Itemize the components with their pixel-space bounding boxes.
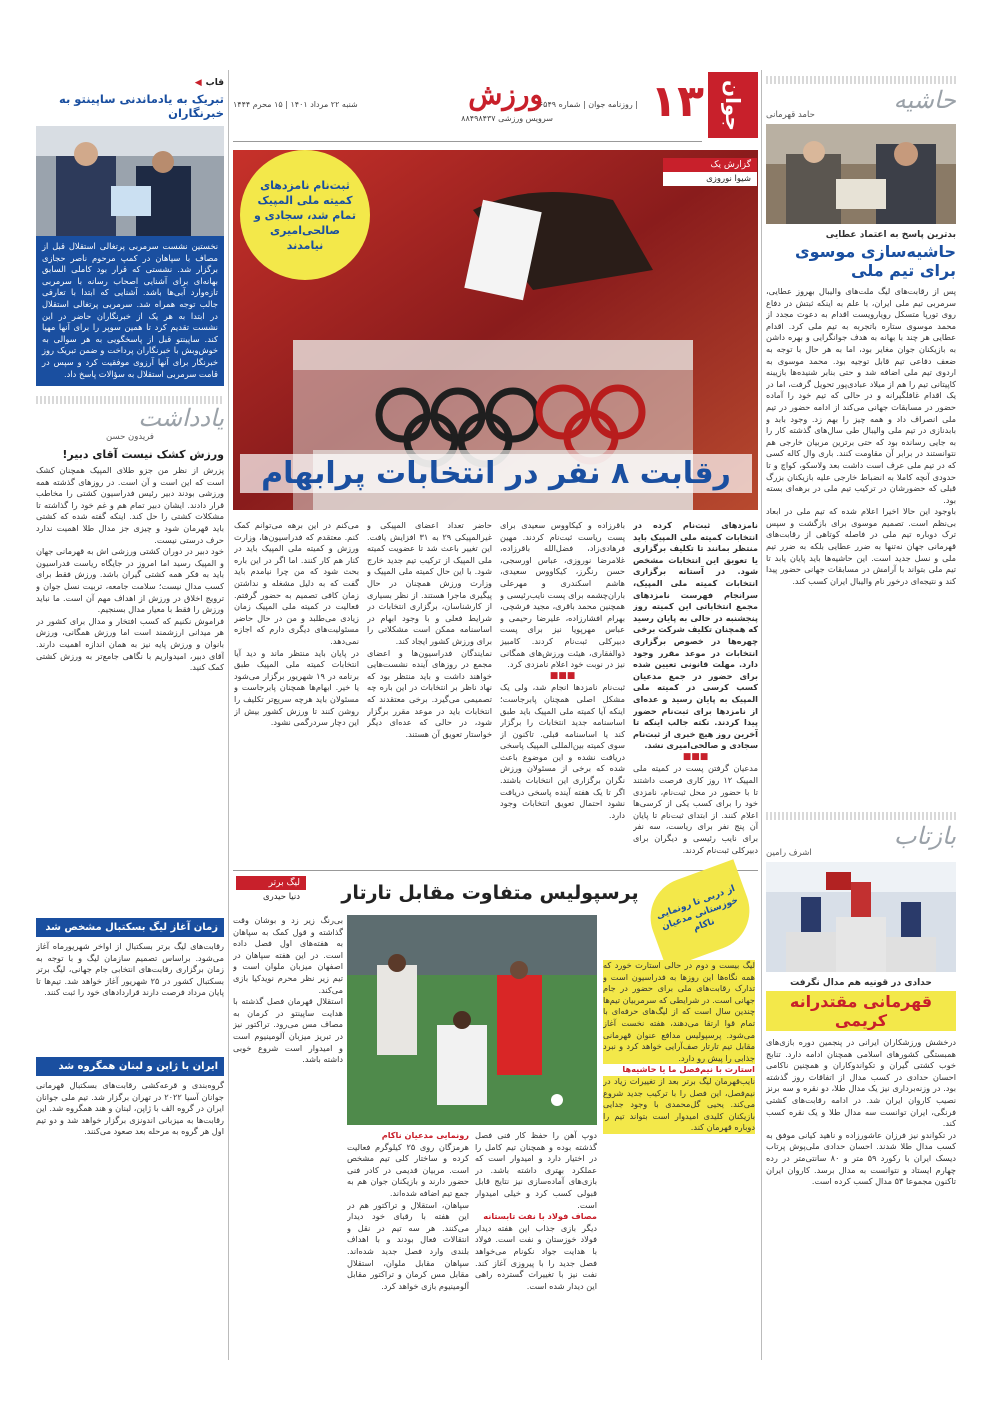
paragraph: پزرش از نظر من جزو طلای المپیک همچنان کشک است که این است و آن است. در روزهای گذشته همه ورزشی بودند دبیر رئیس فدراسیون کشتی را مخاطب قرار دادند. ایشان دبیر تمام هم و غم خود را گذاشته تا مشکلات کشتی را حل کند. اینکه گفته شده که کشتی باید قهرمان شود و چیزی جز مدال طلا اهمیت ندارد حرف درستی نیست. xyxy=(36,465,224,545)
paragraph: استقلال قهرمان فصل گذشته با هدایت ساپینتو در کرمان به مصاف مس می‌رود. تراکتور نیز در تبریز میزبان آلومینیوم است و امیدوار است شروع خوبی داشته باشد. xyxy=(233,996,343,1065)
author: فریدون حسن xyxy=(106,432,154,442)
column xyxy=(500,520,625,865)
paragraph: درخشش ورزشکاران ایرانی در پنجمین دوره بازی‌های همبستگی کشورهای اسلامی همچنان ادامه دارد. تنابج خوب کشتی گیران و تکواندوکاران و همچنین ناکامی احسان حدادی در کسب مدال از اتفاقات روز گذشته بود. در وزنه‌برداری نیز یک مدال طلا، دو نقره و سه برنز نصیب کاروان ایران شد. در ادامه رقابت‌های کشتی فرنگی، ایران توانست سه مدال طلا و یک نقره کسب کند. xyxy=(766,1037,956,1129)
paragraph: بی‌رنگ زیر زد و بوشان وقت گذاشته و قول کمک به سپاهان به هفته‌های اول فصل داده است. در این هفته سپاهان در اصفهان میزبان ملوان است و تیم زیر نظر محرم نویدکیا بازی می‌کند. xyxy=(233,915,343,995)
teaser-badge: از دربی تا رونمایی خوزستانی مدعیان ناکام xyxy=(639,859,760,968)
football-photo xyxy=(347,915,597,1125)
kicker: بدترین پاسخ به اعتماد عطایی xyxy=(825,230,956,240)
section-logo: ورزش xyxy=(468,78,543,111)
photo-podium xyxy=(766,862,956,972)
paragraph: باوجود این حالا اخیرا اعلام شده که تیم ملی در ابعاد بی‌نظم است. تصمیم موسوی برای بازگشت و سپس ترک دوباره تیم ملی در فاصله کوتاهی از رقابت‌های قهرمانی جهان نه‌تنها به ضرر عطایی بلکه به ضرر تیم ملی و نسل جدید است. این حاشیه‌ها باید پایان یابد تا تیم ملی بتواند با آرامش در مسابقات جهانی حضور پیدا کند و نتیجه‌ای درخور نام والیبال ایران کسب کند. xyxy=(766,506,956,586)
column xyxy=(233,915,343,1360)
right-column xyxy=(766,70,956,1400)
kicker-author: دنیا حیدری xyxy=(262,892,300,902)
section-title: حاشیه xyxy=(893,86,956,114)
headline: زمان آغاز لیگ بسکتبال مشخص شد xyxy=(36,918,224,937)
kicker-label: گزارش یک xyxy=(663,158,757,172)
headline: ورزش کشک نیست آقای دبیر! xyxy=(62,448,224,461)
paragraph: سپاهان، استقلال و تراکتور هم در این هفته با رقبای خود دیدار می‌کنند. هر سه تیم در نقل و انتقالات فعال بودند و با اهداف بلندی وارد فصل جدید شده‌اند. سپاهان مقابل ملوان، استقلال مقابل مس کرمان و تراکتور مقابل آلومینیوم بازی خواهد کرد. xyxy=(347,1199,469,1291)
headline: قهرمانی مقتدرانه کریمی xyxy=(766,991,956,1031)
paragraph: نامزدهای ثبت‌نام کرده در انتخابات کمیته ملی المپیک باید منتظر بمانند تا تکلیف برگزاری یا تعویق این انتخابات مشخص شود. در آستانه برگزاری انتخابات کمیته ملی المپیک، سرانجام فهرست نامزدهای مجمع انتخاباتی این کمیته روز پنجشنبه در حالی به پایان رسید که همچنان تکلیف شرکت برخی چهره‌ها در خصوص برگزاری انتخابات در موعد مقرر وجود دارد. مهلت قانونی تعیین شده برای حضور در جمع مدعیان کسب کرسی در کمیته ملی المپیک به پایان رسید و عده‌ای از نامزدها برای ثبت‌نام حضور پیدا کردند. نکته جالب اینکه تا آخرین روز هیچ خبری از ثبت‌نام سجادی و صالحی‌امیری نشد. xyxy=(633,520,758,751)
paragraph: دیگر بازی جذاب این هفته دیدار فولاد خوزستان و نفت است. فولاد با هدایت جواد نکونام می‌خواهد فصل جدید را با پیروزی آغاز کند. نفت نیز با تغییرات گسترده راهی این دیدار شده است. xyxy=(475,1222,597,1291)
subhead: استارت با نیم‌فصل ما یا حاشیه‌ها xyxy=(622,1064,755,1075)
paragraph: باقرزاده و کیکاووس سعیدی برای پست ریاست ثبت‌نام کردند. مهین فرهادی‌زاد، فضل‌الله باقرزاده، غلامرضا نوروزی، عباس اورسجی، حسن رنگرز، کیکاووس سعیدی، هاشم اسکندری و مهرعلی باران‌چشمه برای پست نایب‌رئیسی و همچنین محمد باقری، مجید فرشچی، بهرام افشارزاده، علیرضا رحیمی و عباس مهرپویا نیز برای پست دبیرکلی ثبت‌نام کردند. کامبیز ذوالفقاری، هیئت ورزش‌های همگانی نیز در نوبت خود اعلام نامزدی کرد. xyxy=(500,520,625,670)
kicker-author: شیوا نوروزی xyxy=(663,172,757,186)
divider xyxy=(228,70,229,1360)
edition-line: | روزنامه جوان | شماره ۶۵۴۹ xyxy=(538,100,638,109)
headline: ایران با ژاپن و لبنان همگروه شد xyxy=(36,1057,224,1076)
photo-sapinto xyxy=(36,126,224,236)
divider xyxy=(766,76,956,84)
service-line: سرویس ورزشی ۸۸۴۹۸۴۳۷ xyxy=(461,114,553,123)
paragraph: در تکواندو نیز فرزان عاشورزاده و ناهید کیانی موفق به کسب مدال طلا شدند. احسان حدادی ملی‌پوش پرتاب دیسک ایران با رکورد ۵۹ متر و ۸۰ سانتی‌متر در رده چهارم ایستاد و نتوانست به مدال برسد. کاروان ایران تاکنون مجموعا ۵۳ مدال کسب کرده است. xyxy=(766,1129,956,1187)
article-body: گروه‌بندی و قرعه‌کشی رقابت‌های بسکتبال قهرمانی جوانان آسیا ۲۰۲۲ در تهران برگزار شد. تیم ملی جوانان ایران در گروه الف با ژاپن، لبنان و هند همگروه شد. این رقابت‌ها به میزبانی اندونزی برگزار خواهد شد و دو تیم اول هر گروه به مرحله بعد صعود می‌کنند. xyxy=(36,1080,224,1137)
column xyxy=(234,520,359,865)
paragraph: حاضر تعداد اعضای المپیکی و غیرالمپیکی ۲۹ به ۳۱ افزایش یافت. این تغییر باعث شد تا عضویت کمیته ملی المپیک از ترکیب تیم جدید خارج شود. با این حال کمیته ملی المپیک و وزارت ورزش همچنان در حال پیگیری ماجرا هستند. از نظر بسیاری از کارشناسان، برگزاری انتخابات در شرایط فعلی و با وجود ابهام در اساسنامه ممکن است مشکلاتی را برای ورزش کشور ایجاد کند. xyxy=(367,520,492,646)
football-headline: پرسپولیس متفاوت مقابل تارتار xyxy=(341,882,639,904)
divider xyxy=(233,141,702,142)
section-label: قاب xyxy=(205,78,224,88)
divider xyxy=(766,812,956,820)
kicker-box xyxy=(663,158,757,184)
column xyxy=(347,1130,469,1360)
paragraph: دوپ آهن را حفظ کار فنی فصل گذشته بوده و همچنان تیم کامل را در اختیار دارد و امیدوار است که عملکرد بهتری داشته باشد. در بازی‌های آماده‌سازی نیز نتایج قابل قبولی کسب کرد و خیلی امیدوار است. xyxy=(475,1130,597,1210)
paragraph: در پایان باید منتظر ماند و دید آیا انتخابات کمیته ملی المپیک طبق برنامه در ۱۹ شهریور برگزار می‌شود یا خیر. ابهام‌ها همچنان پابرجاست و مسئولان باید هرچه سریع‌تر تکلیف را روشن کنند تا ورزش کشور بیش از این دچار سردرگمی نشود. xyxy=(234,647,359,728)
paragraph: لیگ بیست و دوم در حالی استارت خورد که همه نگاه‌ها این روزها به فدراسیون است و تدارک رقابت‌های ملی برای حضور در جام جهانی است. در شرایطی که سرمربیان تیم‌ها چندین سال است که از لیگ‌های حرفه‌ای با تمام قوا ارتقا می‌دهند، هفته نخست آغاز می‌شود. پرسپولیس مدافع عنوان قهرمانی مقابل تیم تارتار صف‌آرایی خواهد کرد و نبرد جذابی را پیش رو دارد. xyxy=(603,960,755,1063)
main-headline: رقابت ۸ نفر در انتخابات پرابهام xyxy=(240,454,752,493)
divider xyxy=(36,396,224,404)
paragraph: پس از رقابت‌های لیگ ملت‌های والیبال بهروز عطایی، سرمربی تیم ملی ایران، با علم به اینکه ثبتش در دفاع روی تورپا متسکل رویارویست اقدام به دعوت مجدد از محمد موسوی ستاره باتجربه به تیم ملی کرد. اقدام عطایی هر چند با بهانه به هدف جوانگرایی و بهره داشن به بازیکنان جوان مغایر بود، اما به هر حال با توجه به ضعف دفاعی تیم قابل توجیه بود. محمد موسوی به اردوی تیم ملی اضافه شد و حتی بنابر شنیده‌ها بازیبنه کاپیتانی تیم را هم از میلاد عبادی‌پور تحویل گرفت، اما در یک اقدام غافلگیرانه و در حالی که تیم خود را آماده حضور در مسابقات جهانی می‌کند از ادامه حضور در تیم ملی انصراف داد و همه چیز را بهم زد. وجود بابد و بابدنازی در تیم ملی والیبال طی سال‌های گذشته کار را به جایی رسانده بود که حتی برترین مربیان خارجی هم نتوانستند در برابر آن مقاومت کنند. باری وال کاله کسی که در تیم ملی عرف است داشت بعد ولاسکو، کواچ و تا حدودی آنچه کاملا به انضباط خارجی علیه بازیکنان بزرگ قبلی که حضورشان در ترکیب تیم ملی در برهه‌ای بسته بود. xyxy=(766,286,956,505)
paragraph: مدعیان گرفتن پست در کمیته ملی المپیک ۱۲ روز کاری فرصت داشتند تا با حضور در محل ثبت‌نام، نامزدی خود را برای کسب یکی از کرسی‌ها اعلام کنند. از ابتدای ثبت‌نام تا پایان آن پنج نفر برای ریاست، سه نفر برای نایب رئیسی و دیگران برای دبیرکلی ثبت‌نام کردند. xyxy=(633,763,758,855)
separator: ■■■ xyxy=(549,670,576,681)
paragraph: خود دبیر در دوران کشتی ورزشی اش به قهرمانی جهان و المپیک رسید اما امروز در جایگاه ریاست فدراسیون باید به فکر همه کشتی گیران باشد. ورزش فقط برای کسب مدال نیست؛ سلامت جامعه، تربیت نسل جوان و ترویج اخلاق در ورزش از اهداف مهم آن است. ما نباید ورزش را فقط با معیار مدال بسنجیم. xyxy=(36,546,224,615)
caption: نخستین نشست سرمربی پرتغالی استقلال قبل از مصاف با سپاهان در کمپ مرحوم ناصر حجازی برگزار شد. نشستی که قرار بود کاملی السابق بهانه‌ای برای آشنایی اصحاب رسانه با سرمربی تازه‌وارد آبی‌ها باشد. آشنایی که ابتدا با تعارفی جالب توجه همراه شد. سرمربی پرتغالی استقلال در ابتدا به هر یک از خبرنگاران حاضر در این نشست تقدیم کرد تا همین سوپر را برای آنها مهیا کند. ساپینتو قبل از پاسخگویی به هر سوالی به خوش‌وبش با خبرنگاران پرداخت و ضمن تبریک روز خبرنگار برای آنها آرزوی موفقیت کرد و سپس در قامت سرمربی استقلال به سؤالات پاسخ داد. xyxy=(36,236,224,386)
subhead: مصاف فولاد با نفت تابستانه xyxy=(483,1211,597,1222)
article-body xyxy=(766,1037,956,1307)
photo-news xyxy=(766,124,956,224)
match-photo xyxy=(347,915,597,1125)
divider xyxy=(761,70,762,1360)
article-body xyxy=(36,465,224,910)
page-number: ۱۳ xyxy=(650,76,704,127)
column xyxy=(475,1130,597,1360)
paragraph: نایب‌قهرمان لیگ برتر بعد از تغییرات زیاد در نیم‌فصل، این فصل را با ترکیب جدید شروع می‌کند. یحیی گل‌محمدی با وجود جدایی بازیکنان کلیدی امیدوار است بتواند تیم را دوباره قهرمان کند. xyxy=(603,1075,755,1133)
section-title: یادداشت xyxy=(138,404,224,432)
paragraph: ثبت‌نام نامزدها انجام شد، ولی یک مشکل اصلی همچنان پابرجاست؛ اینکه آیا کمیته ملی المپیک باید طبق اساسنامه جدید انتخابات را برگزار کند یا اساسنامه قبلی. تاکنون از سوی کمیته بین‌المللی المپیک پاسخی دریافت نشده و این موضوع باعث شده که برخی از مسئولان ورزش نگران برگزاری این انتخابات باشند. اگر تا یک هفته آینده پاسخی دریافت نشود احتمال تعویق انتخابات وجود دارد. xyxy=(500,682,625,820)
paragraph: نمایندگان فدراسیون‌ها و اعضای مجمع در روزهای آینده نشست‌هایی خواهند داشت و باید منتظر بود که نهاد ناظر بر انتخابات در این باره چه تصمیمی می‌گیرد. برخی معتقدند که انتخابات باید در موعد مقرر برگزار شود، در حالی که عده‌ای دیگر خواستار تعویق آن هستند. xyxy=(367,647,492,739)
headline: تبریک به یادماندنی ساپینتو به خبرنگاران xyxy=(59,92,224,120)
column xyxy=(603,960,755,1360)
play-icon: ◀ xyxy=(194,78,202,88)
kicker: حدادی در قونیه هم مدال نگرفت xyxy=(790,978,932,988)
teaser-bubble: ثبت‌نام نامزدهای کمیته ملی المپیک تمام شد، سجادی و صالحی‌امیری نیامدند xyxy=(240,150,370,280)
logo-javan: جوان xyxy=(708,72,758,138)
subhead: رونمایی مدعیان ناکام xyxy=(381,1130,469,1140)
section-title: بازتاب xyxy=(893,822,956,850)
article-body xyxy=(766,286,956,806)
author: اشرف رامین xyxy=(766,848,812,858)
column xyxy=(367,520,492,865)
article-body: رقابت‌های لیگ برتر بسکتبال از اواخر شهریورماه آغاز می‌شود. براساس تصمیم سازمان لیگ و با توجه به زمان برگزاری رقابت‌های انتخابی جام جهانی، لیگ برتر بسکتبال کشور در ۲۵ شهریور آغاز خواهد شد. تیم‌ها تا پایان مرداد فرصت دارند قراردادهای خود را ثبت کنند. xyxy=(36,941,224,998)
separator: ■■■ xyxy=(682,751,709,762)
masthead xyxy=(233,72,758,148)
headline: حاشیه‌سازی موسوی برای تیم ملی xyxy=(794,242,956,280)
kicker-label: لیگ برتر xyxy=(236,876,306,890)
author: حامد قهرمانی xyxy=(766,110,815,120)
paragraph: هرمزگان روی ۲۵ کیلوگرم فعالیت کرده و ساختار کلی تیم مشخص است. مربیان قدیمی در کادر فنی حضور دارند و بازیکنان جوان هم به جمع تیم اضافه شده‌اند. xyxy=(347,1141,469,1198)
column xyxy=(633,520,758,865)
date-line: شنبه ۲۲ مرداد ۱۴۰۱ | ۱۵ محرم ۱۴۴۴ xyxy=(233,100,358,109)
paragraph: فراموش نکنیم که کسب افتخار و مدال برای کشور در هر میدانی ارزشمند است اما ورزش همگانی، ورزش بانوان و ورزش پایه نیز به همان اندازه اهمیت دارند. آقای دبیر، امیدواریم با نگاهی جامع‌تر به ورزش کشتی کمک کنید. xyxy=(36,615,224,673)
main-columns xyxy=(233,520,758,865)
paragraph: می‌کنم در این برهه می‌توانم کمک کنم. معتقدم که فدراسیون‌ها، وزارت ورزش و کمیته ملی المپیک باید در کنار هم کار کنند. اما اگر در این باره بحث شود که من چرا نیامدم باید گفت که به دلیل مشغله و نداشتن زمان کافی تصمیم به حضور گرفتم. فعالیت در کمیته ملی المپیک زمان زیادی می‌طلبد و من در حال حاضر مسئولیت‌های دیگری دارم که اجازه نمی‌دهد. xyxy=(234,520,359,646)
divider xyxy=(233,870,758,871)
left-column xyxy=(36,70,224,1400)
kicker-box xyxy=(236,876,306,904)
